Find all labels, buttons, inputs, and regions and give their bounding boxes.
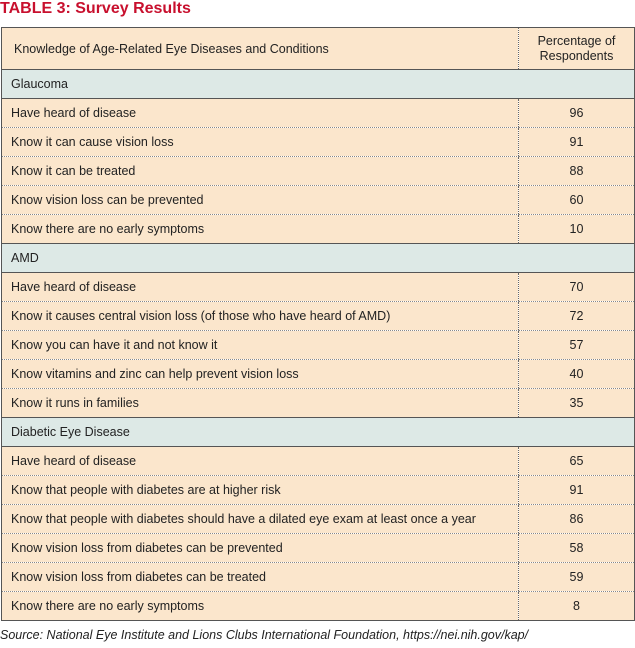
source-note: Source: National Eye Institute and Lions Clubs International Foundation, https://nei.nih.gov/kap/ — [0, 628, 529, 642]
section-name: Glaucoma — [2, 70, 635, 99]
section-name: AMD — [2, 244, 635, 273]
row-percentage: 91 — [519, 476, 635, 505]
table-row — [2, 157, 635, 186]
row-percentage: 8 — [519, 592, 635, 621]
row-label: Know vision loss from diabetes can be treated — [2, 563, 519, 592]
table-header-row — [2, 28, 635, 70]
row-percentage: 65 — [519, 447, 635, 476]
row-label: Know vision loss can be prevented — [2, 186, 519, 215]
row-label: Know it runs in families — [2, 389, 519, 418]
row-label: Know there are no early symptoms — [2, 215, 519, 244]
table-row — [2, 389, 635, 418]
section-row — [2, 418, 635, 447]
table-row — [2, 447, 635, 476]
row-label: Know vitamins and zinc can help prevent vision loss — [2, 360, 519, 389]
section-row — [2, 244, 635, 273]
table-body — [2, 70, 635, 621]
table-row — [2, 273, 635, 302]
row-label: Have heard of disease — [2, 273, 519, 302]
row-label: Know vision loss from diabetes can be prevented — [2, 534, 519, 563]
row-label: Have heard of disease — [2, 447, 519, 476]
row-label: Know it can cause vision loss — [2, 128, 519, 157]
row-percentage: 10 — [519, 215, 635, 244]
table-row — [2, 360, 635, 389]
row-percentage: 70 — [519, 273, 635, 302]
table-title: TABLE 3: Survey Results — [0, 0, 191, 17]
row-label: Know that people with diabetes are at higher risk — [2, 476, 519, 505]
row-label: Know it causes central vision loss (of those who have heard of AMD) — [2, 302, 519, 331]
row-percentage: 40 — [519, 360, 635, 389]
header-percentage: Percentage of Respondents — [519, 28, 635, 70]
row-label: Know it can be treated — [2, 157, 519, 186]
table-row — [2, 505, 635, 534]
table-row — [2, 476, 635, 505]
row-label: Know you can have it and not know it — [2, 331, 519, 360]
survey-results-table — [1, 27, 635, 621]
row-label: Know there are no early symptoms — [2, 592, 519, 621]
table-row — [2, 563, 635, 592]
row-percentage: 58 — [519, 534, 635, 563]
row-percentage: 35 — [519, 389, 635, 418]
row-percentage: 60 — [519, 186, 635, 215]
header-knowledge: Knowledge of Age-Related Eye Diseases and Conditions — [2, 28, 519, 70]
row-percentage: 59 — [519, 563, 635, 592]
table-row — [2, 534, 635, 563]
row-label: Know that people with diabetes should have a dilated eye exam at least once a year — [2, 505, 519, 534]
row-percentage: 91 — [519, 128, 635, 157]
table-row — [2, 128, 635, 157]
row-percentage: 57 — [519, 331, 635, 360]
row-percentage: 96 — [519, 99, 635, 128]
table-row — [2, 186, 635, 215]
row-percentage: 88 — [519, 157, 635, 186]
section-row — [2, 70, 635, 99]
table-row — [2, 215, 635, 244]
row-percentage: 86 — [519, 505, 635, 534]
table-row — [2, 302, 635, 331]
section-name: Diabetic Eye Disease — [2, 418, 635, 447]
table-row — [2, 331, 635, 360]
table-row — [2, 99, 635, 128]
row-label: Have heard of disease — [2, 99, 519, 128]
table-row — [2, 592, 635, 621]
row-percentage: 72 — [519, 302, 635, 331]
